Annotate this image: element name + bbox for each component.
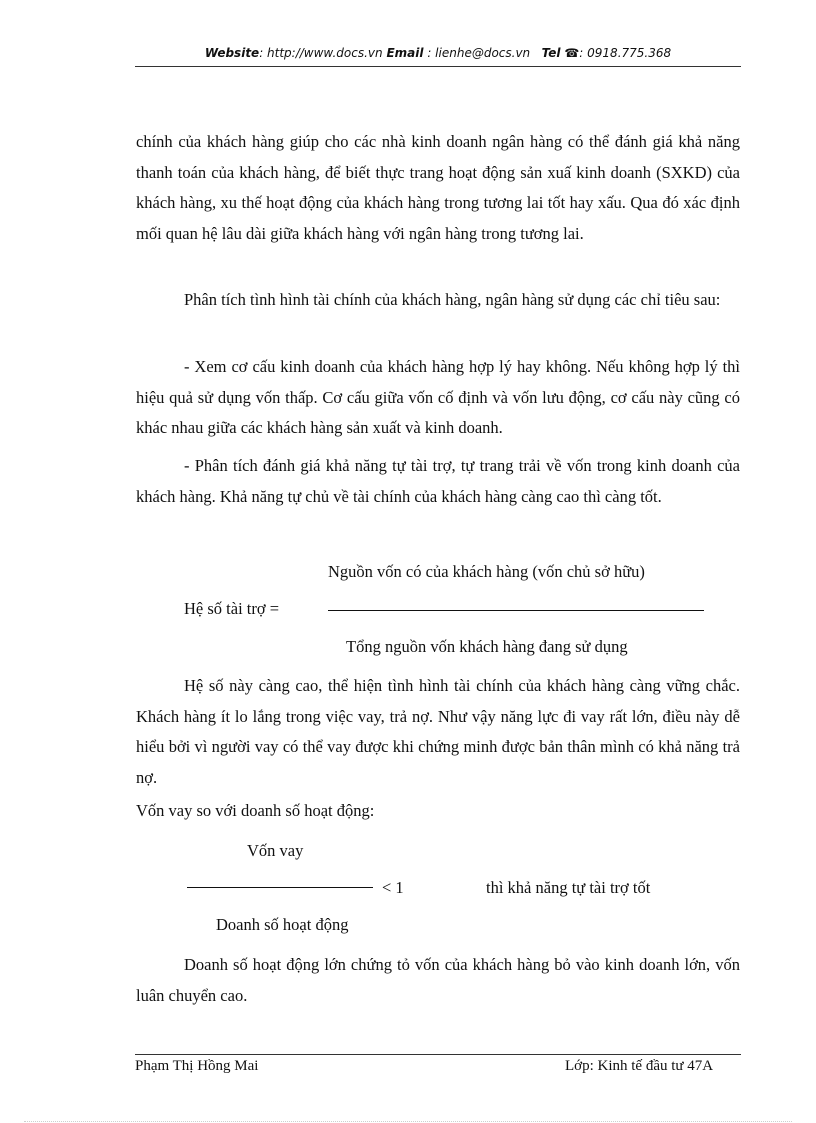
footer-class: Lớp: Kinh tế đầu tư 47A [565,1058,714,1074]
page-header [135,46,741,60]
formula2-fraction-bar [187,887,373,888]
paragraph-2-text: Phân tích tình hình tài chính của khách hàng, ngân hàng sử dụng các chỉ tiêu sau: [184,290,721,309]
formula1-numerator: Nguồn vốn có của khách hàng (vốn chủ sở hữu) [328,562,645,581]
formula2-numerator: Vốn vay [247,841,304,860]
paragraph-4-text: - Phân tích đánh giá khả năng tự tài trợ, tự trang trải về vốn trong kinh doanh của khách hàng. Khả năng tự chủ về tài chính của khách hàng càng cao thì càng tốt. [136,456,740,506]
footer-author: Phạm Thị Hồng Mai [135,1058,259,1074]
header-rule [135,66,741,67]
website-value: : http://www.docs.vn [259,46,383,60]
formula1-denominator: Tổng nguồn vốn khách hàng đang sử dụng [346,637,628,656]
email-label: Email [386,46,424,60]
page-edge [24,1121,792,1122]
paragraph-3-text: - Xem cơ cấu kinh doanh của khách hàng hợp lý hay không. Nếu không hợp lý thì hiệu quả sử dụng vốn thấp. Cơ cấu giữa vốn cố định và vốn lưu động, cơ cấu này cũng có khác nhau giữa các khách hàng sản xuất và kinh doanh. [136,357,740,437]
paragraph-7-text: Doanh số hoạt động lớn chứng tỏ vốn của khách hàng bỏ vào kinh doanh lớn, vốn luân chuyển cao. [136,955,740,1005]
paragraph-6: Vốn vay so với doanh số hoạt động: [136,801,375,820]
formula2-comparison: < 1 [382,878,404,897]
paragraph-1: chính của khách hàng giúp cho các nhà kinh doanh ngân hàng có thể đánh giá khả năng thanh toán của khách hàng, để biết thực trang hoạt động sản xuấ kinh doanh (SXKD) của khách hàng, xu thế hoạt động của khách hàng trong tương lai tốt hay xấu. Qua đó xác định mối quan hệ lâu dài giữa khách hàng với ngân hàng trong tương lai. [136,132,740,243]
formula2-denominator: Doanh số hoạt động [216,915,349,934]
footer-rule [135,1054,741,1055]
formula1-fraction-bar [328,610,704,611]
formula2-conclusion: thì khả năng tự tài trợ tốt [486,878,651,897]
paragraph-5 [136,671,740,793]
website-label: Website [204,46,260,60]
paragraph-3 [136,352,740,444]
formula1-label: Hệ số tài trợ = [184,599,280,618]
paragraph-4 [136,451,740,512]
tel-label: Tel [541,46,561,60]
paragraph-5-text: Hệ số này càng cao, thể hiện tình hình tài chính của khách hàng càng vững chắc. Khách hàng ít lo lắng trong việc vay, trả nợ. Như vậy năng lực đi vay rất lớn, điều này dễ hiểu bởi vì người vay có thể vay được khi chứng minh được bản thân mình có khả năng trả nợ. [136,676,740,787]
tel-value: : 0918.775.368 [579,46,672,60]
paragraph-7 [136,950,740,1011]
phone-icon: ☎ [564,46,580,60]
email-value: : lienhe@docs.vn [427,46,531,60]
paragraph-2 [136,285,740,316]
